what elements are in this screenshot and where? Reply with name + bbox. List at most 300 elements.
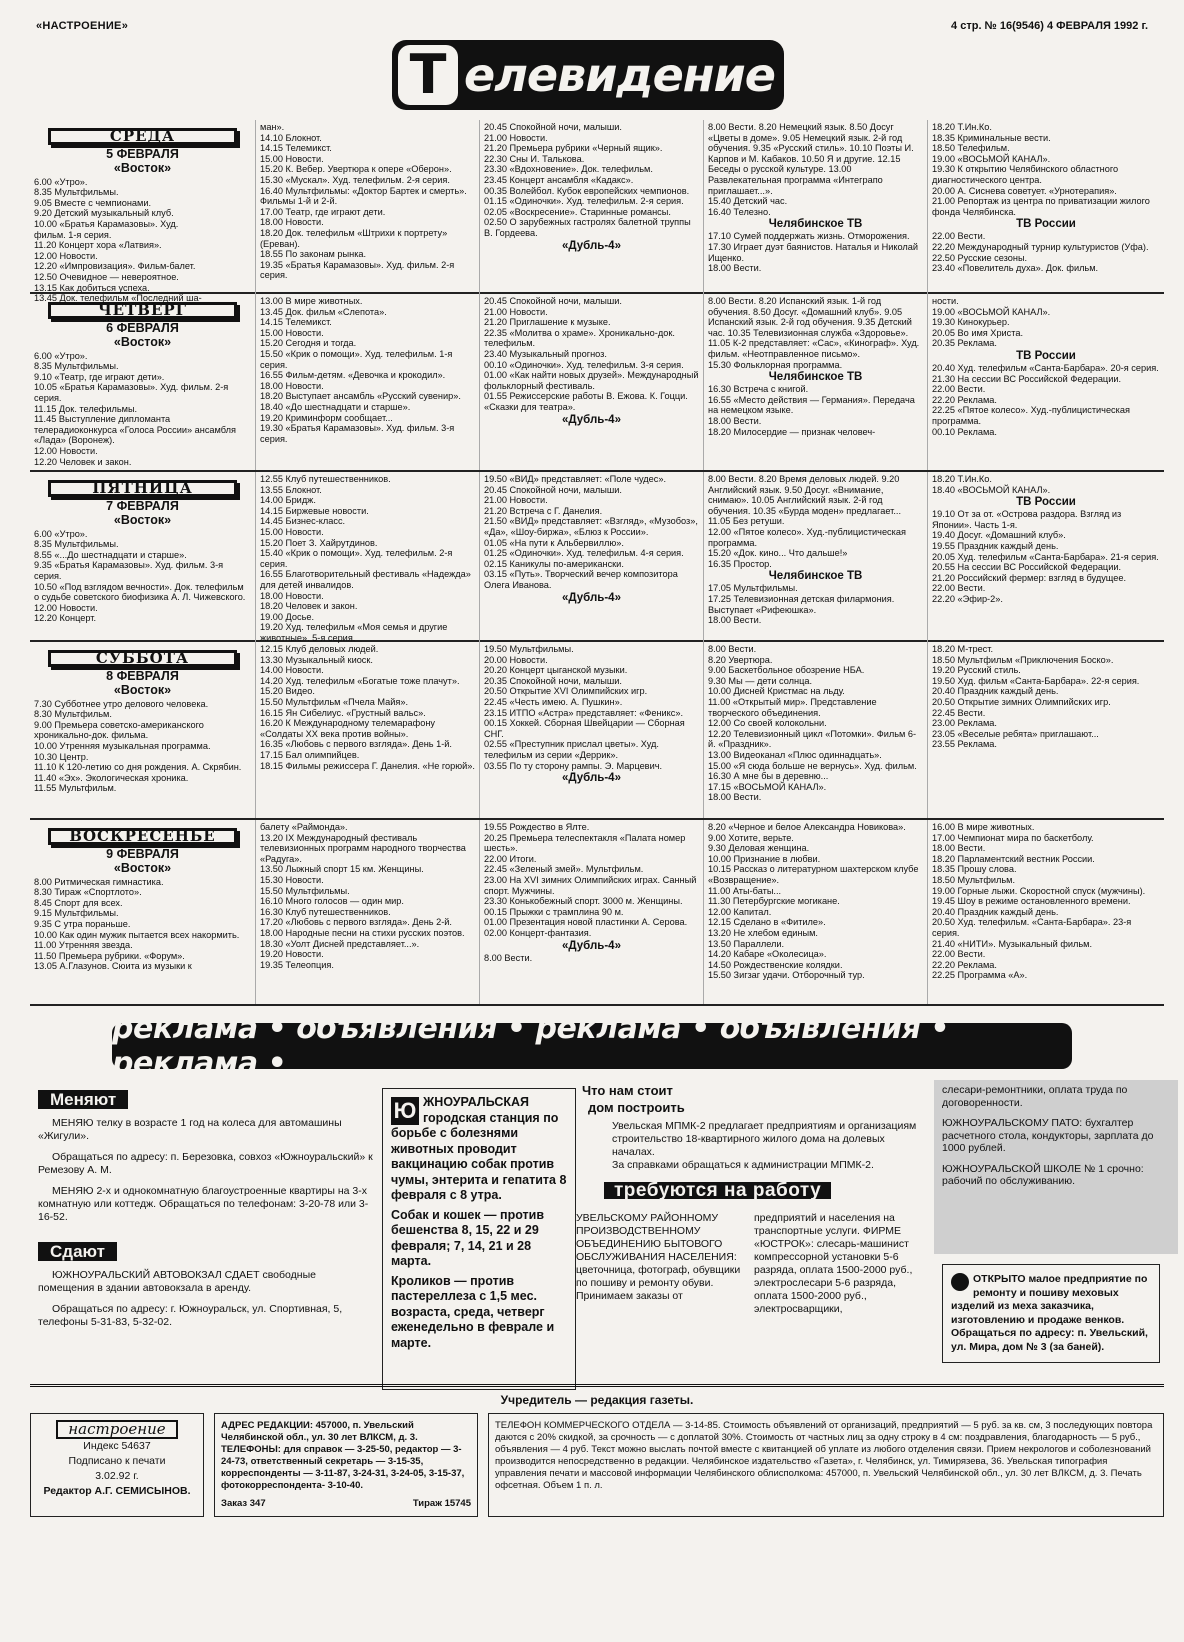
order-number: Заказ 347: [221, 1498, 266, 1509]
program-line: 00.10 Реклама.: [932, 426, 997, 437]
program-line: 21.00 Новости.: [484, 132, 548, 143]
day-date: 6 ФЕВРАЛЯ: [106, 320, 179, 335]
program-line: 12.15 Сделано в «Фитиле».: [708, 917, 826, 928]
program-line: 00.15 Хоккей. Сборная Швейцарии — Сборная СНГ.: [484, 718, 685, 739]
program-line: 13.55 Блокнот.: [260, 484, 322, 495]
program-line: 23.45 Концерт ансамбля «Кадакс».: [484, 174, 634, 185]
program-line: 15.20 К. Вебер. Увертюра к опере «Оберон».: [260, 164, 452, 175]
program-line: 19.45 Шоу в режиме остановленного времени.: [932, 896, 1131, 907]
program-line: 12.00 «Пятое колесо». Худ.-публицистическая программа.: [708, 526, 906, 548]
program-line: 14.15 Телемикст.: [260, 143, 332, 154]
jobs-grey-box: [934, 1080, 1178, 1254]
program-line: 00.35 Волейбол. Кубок европейских чемпионов.: [484, 185, 690, 196]
program-line: 17.10 Сумей поддержать жизнь. Отморожения.: [708, 231, 910, 242]
program-line: 12.20 Телевизионный цикл «Потомки». Фильм 6-й. «Праздник».: [708, 728, 917, 750]
program-line: 8.45 Спорт для всех.: [34, 897, 123, 908]
program-line: 18.20 Парламентский вестник России.: [932, 853, 1095, 864]
schedule-column: [704, 820, 928, 1004]
program-line: 8.30 Мультфильм.: [34, 709, 112, 720]
day-block: [30, 472, 1164, 642]
jobs-col-2: предприятий и населения на транспортные услуги. ФИРМЕ «ЮСТРОК»: слесарь-машинист компрессорной установки 5-6 разряда, оплата 1500-2000 руб., электрослесари 5-6 разряда, оплата 1500-2000 руб., электросварщики,: [754, 1212, 913, 1315]
program-line: 02.00 Концерт-фантазия.: [484, 927, 592, 938]
build-text: Увельская МПМК-2 предлагает предприятиям и организациям строительство 18-квартирного жилого дома на долевых началах.: [612, 1120, 917, 1158]
program-line: 11.00 Утренняя звезда.: [34, 940, 133, 951]
program-line: 15.00 Новости.: [260, 327, 324, 338]
paper-logo: настроение: [56, 1420, 177, 1439]
program-line: 9.30 Деловая женщина.: [708, 843, 810, 854]
program-line: 13.45 Док. фильм «Слепота».: [260, 306, 387, 317]
program-line: 18.35 Криминальные вести.: [932, 132, 1051, 143]
program-line: 18.20 Милосердие — признак человеч-: [708, 426, 876, 437]
day-date: 7 ФЕВРАЛЯ: [106, 498, 179, 513]
program-line: 10.30 Центр.: [34, 751, 89, 762]
founder: Учредитель — редакция газеты.: [500, 1393, 694, 1407]
program-line: 12.00 Капитал.: [708, 906, 772, 917]
program-line: 13.50 Лыжный спорт 15 км. Женщины.: [260, 864, 424, 875]
rent-heading: Сдают: [38, 1242, 117, 1261]
program-line: 16.30 Клуб путешественников.: [260, 906, 391, 917]
program-line: 10.00 «Братья Карамазовы». Худ.: [34, 218, 179, 229]
program-line: 9.00 Баскетбольное обозрение НБА.: [708, 665, 865, 676]
program-line: 19.00 «ВОСЬМОЙ КАНАЛ».: [932, 153, 1051, 164]
program-line: 15.50 Мультфильмы.: [260, 885, 350, 896]
program-line: 19.30 К открытию Челябинского областного диагностического центра.: [932, 164, 1119, 185]
program-line: 20.20 Концерт цыганской музыки.: [484, 665, 628, 676]
schedule-column: [30, 294, 256, 470]
program-line: 18.00 Новости.: [260, 590, 324, 601]
masthead-text: елевидение: [464, 48, 775, 102]
commerce-box: ТЕЛЕФОН КОММЕРЧЕСКОГО ОТДЕЛА — 3-14-85. Стоимость объявлений от организаций, предприятий — 5 руб. за кв. см, 3 последующих повтора даются с 20% скидкой, за срочность — с доплатой 30%. Стоимость от частных лиц за одну строку в 4 см: поздравления, благодарность — 5 руб., объявления — 4 руб. Текст можно выслать почтой вместе с квитанцией об уплате из любого отделения связи. Прием некрологов и соболезнований производится непосредственно в редакции. Челябинское издательство «Газета», г. Челябинск, ул. Тимирязева, 36. Увельская типография управления печати и массовой информации Челябинского облисполкома: 457000, п. Увельский Челябинской обл., ул. 30 лет ВЛКСМ, д. 3. Печать офсетная. Объем 1 п. л.: [488, 1413, 1164, 1517]
schedule-column: [704, 642, 928, 818]
program-line: 9.05 Вместе с чемпионами.: [34, 197, 152, 208]
program-line: 22.45 «Зеленый змей». Мультфильм.: [484, 864, 644, 875]
schedule-column: [704, 472, 928, 646]
program-line: 10.50 «Под взглядом вечности». Док. телефильм о судьбе советского биофизика А. Л. Чижевского.: [34, 581, 246, 603]
program-line: 8.35 Мультфильмы.: [34, 539, 119, 550]
program-line: 16.35 «Любовь с первого взгляда». День 1-й.: [260, 739, 452, 750]
program-line: 18.00 Вести.: [708, 263, 762, 274]
schedule-column: [256, 120, 480, 306]
program-line: 20.40 Праздник каждый день.: [932, 686, 1059, 697]
program-line: 02.50 О зарубежных гастролях балетной труппы В. Гордеева.: [484, 217, 691, 238]
program-line: 9.20 Детский музыкальный клуб.: [34, 208, 174, 219]
vet-ad: [382, 1088, 576, 1390]
program-line: 18.00 Вести.: [708, 792, 762, 803]
grey-text-1: слесари-ремонтники, оплата труда по договоренности.: [942, 1084, 1128, 1109]
paper-name: «НАСТРОЕНИЕ»: [36, 20, 129, 32]
channel-name: «Восток»: [113, 860, 172, 875]
program-line: 9.10 «Театр, где играют дети».: [34, 371, 165, 382]
program-line: 13.30 Музыкальный киоск.: [260, 654, 373, 665]
program-line: 14.00 Бридж.: [260, 495, 316, 506]
day-name: ПЯТНИЦА: [48, 480, 237, 497]
program-line: 19.20 Новости.: [260, 949, 324, 960]
program-line: 14.15 Телемикст.: [260, 317, 332, 328]
day-block: [30, 294, 1164, 472]
fur-workshop-ad: [942, 1264, 1160, 1363]
channel-heading: ТВ России: [1016, 218, 1076, 231]
program-line: 15.40 «Крик о помощи». Худ. телефильм. 2-я серия.: [260, 548, 453, 569]
program-line: 16.55 Благотворительный фестиваль «Надежда» для детей инвалидов.: [260, 569, 471, 590]
build-text-2: За справками обращаться к администрации МПМК-2.: [612, 1159, 874, 1171]
channel-heading: ТВ России: [1016, 349, 1076, 362]
program-line: 10.15 Рассказ о литературном шахтерском клубе «Возвращение».: [708, 864, 919, 885]
schedule-column: [704, 120, 928, 306]
program-line: 16.40 Телезно.: [708, 206, 771, 217]
program-line: 14.15 Биржевые новости.: [260, 505, 369, 516]
schedule-column: [256, 294, 480, 470]
program-line: ности.: [932, 296, 959, 306]
program-line: 15.00 «Я сюда больше не вернусь». Худ. фильм.: [708, 760, 917, 771]
signed-label: Подписано к печати: [68, 1455, 166, 1467]
program-line: 12.00 Новости.: [34, 445, 98, 456]
program-line: 11.55 Мультфильм.: [34, 783, 117, 794]
program-line: 23.40 «Повелитель духа». Док. фильм.: [932, 263, 1099, 274]
program-line: 9.35 «Братья Карамазовы». Худ. фильм. 3-я серия.: [34, 560, 224, 581]
program-line: 01.00 «Как найти новых друзей». Международный фольклорный фестиваль.: [484, 370, 699, 391]
program-line: 11.00 Аты-баты...: [708, 885, 782, 896]
program-line: 6.00 «Утро».: [34, 350, 88, 361]
exchange-rent-ads: [38, 1090, 374, 1329]
program-line: 8.00 Вести.: [484, 952, 533, 963]
program-line: 23.00 Реклама.: [932, 718, 997, 729]
program-line: 9.30 Мы — дети солнца.: [708, 675, 813, 686]
program-line: 00.10 «Одиночки». Худ. телефильм. 3-я серия.: [484, 359, 684, 370]
program-line: 19.30 «Братья Карамазовы». Худ. фильм. 3-я серия.: [260, 423, 455, 444]
program-line: 8.00 Вести.: [708, 644, 757, 654]
program-line: 16.35 Простор.: [708, 558, 772, 569]
program-line: 6.00 «Утро».: [34, 176, 88, 187]
program-line: 13.15 Как добиться успеха.: [34, 282, 150, 293]
program-line: 22.00 Вести.: [932, 231, 986, 242]
program-line: 7.30 Субботнее утро делового человека.: [34, 698, 209, 709]
program-line: 22.20 Международный турнир культуристов (Уфа).: [932, 241, 1149, 252]
program-line: 13.00 В мире животных.: [260, 296, 363, 306]
program-line: 13.45 Док. телефильм «Последний ша-: [34, 293, 202, 304]
program-line: 14.50 Рождественские колядки.: [708, 959, 843, 970]
program-line: 13.05 А.Глазунов. Сюита из музыки к: [34, 961, 192, 972]
program-line: 8.00 Вести. 8.20 Немецкий язык. 8.50 Досуг «Цветы в доме». 9.05 Немецкий язык. 2-й год обучения. 9.35 «Русский стиль». 10.10 Поэты И. Карпов и М. Кабаков. 10.50 Я и другие. 12.15 Беседы о русской культуре. 13.00 Развлекательная программа «Интеграпо приглашает...».: [708, 122, 914, 196]
program-line: 16.10 Много голосов — один мир.: [260, 896, 404, 907]
program-line: 22.20 «Эфир-2».: [932, 593, 1003, 604]
schedule-column: [928, 294, 1164, 470]
program-line: 23.15 ИТПО «Астра» представляет: «Феникс».: [484, 707, 684, 718]
schedule-column: [30, 642, 256, 818]
grey-text-3: ЮЖНОУРАЛЬСКОЙ ШКОЛЕ № 1 срочно: рабочий по обслуживанию.: [942, 1162, 1144, 1187]
program-line: 21.20 Премьера рубрики «Черный ящик».: [484, 143, 663, 154]
ads-banner: реклама • объявления • реклама • объявления • реклама •: [112, 1023, 1072, 1069]
schedule-column: [704, 294, 928, 470]
program-line: 19.10 От за от. «Острова раздора. Взгляд из Японии». Часть 1-я.: [932, 509, 1122, 530]
program-line: 22.50 Русские сезоны.: [932, 252, 1028, 263]
program-line: 15.50 Мультфильм «Пчела Майя».: [260, 696, 408, 707]
program-line: 15.20 «Док. кино... Что дальше!»: [708, 548, 848, 559]
program-line: 10.00 Как один мужик пытается всех накормить.: [34, 929, 240, 940]
schedule-column: [928, 820, 1164, 1004]
editor: Редактор А.Г. СЕМИСЫНОВ.: [43, 1485, 191, 1497]
program-line: 17.00 Чемпионат мира по баскетболу.: [932, 832, 1094, 843]
program-line: 11.45 Выступление дипломанта телерадиоконкурса «Голоса России» ансамбля «Лада» (Воронеж).: [34, 414, 236, 446]
program-line: 21.00 Новости.: [484, 495, 548, 506]
program-line: 8.30 Тираж «Спортлото».: [34, 887, 142, 898]
program-line: 20.45 Спокойной ночи, малыши.: [484, 122, 622, 132]
program-line: 21.40 «НИТИ». Музыкальный фильм.: [932, 938, 1093, 949]
program-line: 22.20 Реклама.: [932, 394, 997, 405]
program-line: 18.35 Прошу слова.: [932, 864, 1017, 875]
program-line: 10.05 «Братья Карамазовы». Худ. фильм. 2-я серия.: [34, 382, 229, 403]
program-line: 15.30 «Мускал». Худ. телефильм. 2-я серия.: [260, 174, 450, 185]
program-line: 19.00 «ВОСЬМОЙ КАНАЛ».: [932, 306, 1051, 317]
schedule-column: [928, 642, 1164, 818]
program-line: 10.00 Признание в любви.: [708, 853, 821, 864]
program-line: 9.00 Премьера советско-американского хроникально-док. фильма.: [34, 719, 204, 741]
program-line: 18.20 Док. телефильм «Штрихи к портрету» (Ереван).: [260, 227, 448, 249]
program-line: 21.20 Встреча с Г. Данелия.: [484, 505, 603, 516]
program-line: 17.15 «ВОСЬМОЙ КАНАЛ».: [708, 781, 827, 792]
vet-text-2: Собак и кошек — против бешенства 8, 15, 22 и 29 февраля; 7, 14, 21 и 28 марта.: [391, 1207, 545, 1268]
program-line: 18.40 «ВОСЬМОЙ КАНАЛ».: [932, 484, 1051, 495]
tv-masthead: [392, 40, 784, 110]
program-line: 14.20 Кабаре «Околесица».: [708, 949, 827, 960]
program-line: 19.35 Телеопция.: [260, 959, 334, 970]
program-line: 22.00 Вести.: [932, 949, 986, 960]
schedule-column: [928, 120, 1164, 306]
program-line: 21.50 «ВИД» представляет: «Взгляд», «Музобоз», «Да», «Шоу-биржа», «Блюз к России».: [484, 516, 698, 537]
program-line: 03.15 «Путь». Творческий вечер композитора Олега Иванова.: [484, 569, 678, 590]
program-line: 15.30 Фольклорная программа.: [708, 359, 843, 370]
program-line: 8.00 Вести. 8.20 Испанский язык. 1-й год обучения. 8.50 Досуг. «Домашний клуб». 9.05 Испанский язык. 2-й год обучения. 9.35 Детский час. 10.35 Телевизионная служба «Здоровье».: [708, 296, 912, 338]
program-line: 18.30 «Уолт Дисней представляет...».: [260, 938, 420, 949]
program-line: 18.20 Человек и закон.: [260, 601, 358, 612]
program-line: 15.30 Новости.: [260, 874, 324, 885]
program-line: 8.55 «...До шестнадцати и старше».: [34, 549, 187, 560]
vet-initial: Ю: [391, 1097, 419, 1125]
program-line: 10.00 Утренняя музыкальная программа.: [34, 740, 211, 751]
program-line: 23.40 Музыкальный прогноз.: [484, 348, 607, 359]
program-line: 18.20 Т.Ин.Ко.: [932, 474, 992, 484]
build-title-2: дом построить: [588, 1100, 685, 1115]
program-line: 20.05 Худ. телефильм «Санта-Барбара». 21-я серия.: [932, 551, 1159, 562]
change-heading: Меняют: [38, 1090, 128, 1109]
program-line: 21.20 Приглашение к музыке.: [484, 317, 611, 328]
schedule-column: [256, 642, 480, 818]
program-line: 12.00 Со своей колокольни.: [708, 718, 827, 729]
program-line: 12.20 Человек и закон.: [34, 456, 132, 467]
program-line: 17.20 «Любовь с первого взгляда». День 2-й.: [260, 917, 452, 928]
program-line: 15.20 Видео.: [260, 686, 315, 697]
schedule-column: [480, 120, 704, 306]
program-line: 18.20 Т.Ин.Ко.: [932, 122, 992, 132]
program-line: 12.15 Клуб деловых людей.: [260, 644, 379, 654]
program-line: 9.35 С утра пораньше.: [34, 918, 131, 929]
program-line: 11.20 Концерт хора «Латвия».: [34, 240, 162, 251]
program-line: 15.50 «Крик о помощи». Худ. телефильм. 1-я серия.: [260, 348, 453, 370]
program-line: 01.25 «Одиночки». Худ. телефильм. 4-я серия.: [484, 548, 684, 559]
channel-name: «Восток»: [113, 682, 172, 697]
ads-section: [30, 1080, 1164, 1380]
schedule-column: [480, 472, 704, 646]
vet-text-3: Кроликов — против пастереллеза с 1,5 мес. возраста, среда, четверг еженедельно в феврале и марте.: [391, 1273, 555, 1350]
program-line: 16.30 Встреча с книгой.: [708, 384, 809, 395]
program-line: 6.00 «Утро».: [34, 528, 88, 539]
program-line: 22.25 Программа «А».: [932, 970, 1028, 981]
program-line: ман».: [260, 122, 285, 132]
program-line: 22.25 «Пятое колесо». Худ.-публицистическая программа.: [932, 405, 1130, 426]
channel-heading: Челябинское ТВ: [768, 218, 863, 231]
program-line: 18.00 Народные песни на стихи русских поэтов.: [260, 927, 465, 938]
change-ad-2: МЕНЯЮ 2-х и однокомнатную благоустроенные квартиры на 3-х комнатную или коттедж. Обращаться по телефонам: 3-20-78 или 3-16-52.: [38, 1185, 369, 1223]
program-line: 20.35 Спокойной ночи, малыши.: [484, 675, 622, 686]
program-line: 14.10 Блокнот.: [260, 132, 322, 143]
day-name: СУББОТА: [48, 650, 237, 667]
schedule-column: [480, 294, 704, 470]
rent-ad: ЮЖНОУРАЛЬСКИЙ АВТОВОКЗАЛ СДАЕТ свободные помещения в здании автовокзала в аренду.: [38, 1269, 316, 1294]
program-line: 17.15 Бал олимпийцев.: [260, 749, 360, 760]
program-line: 22.00 Итоги.: [484, 853, 537, 864]
day-name: ВОСКРЕСЕНЬЕ: [48, 828, 237, 845]
program-line: 01.05 «На пути к Альбервиллю».: [484, 537, 624, 548]
program-line: 22.30 Сны И. Талькова.: [484, 153, 585, 164]
grey-text-2: ЮЖНОУРАЛЬСКОМУ ПАТО: бухгалтер расчетного стола, кондукторы, зарплата до 1000 рублей.: [942, 1117, 1154, 1154]
program-line: 19.50 Худ. фильм «Санта-Барбара». 22-я серия.: [932, 675, 1140, 686]
channel-heading: «Дубль-4»: [562, 939, 621, 952]
program-line: 10.00 Дисней Кристмас на льду.: [708, 686, 845, 697]
jobs-heading: требуются на работу: [604, 1182, 831, 1199]
program-line: 19.40 Досуг. «Домашний клуб».: [932, 530, 1066, 541]
program-line: 20.50 Открытие зимних Олимпийских игр.: [932, 696, 1111, 707]
signed-date: 3.02.92 г.: [95, 1470, 139, 1482]
program-line: 13.00 Видеоканал «Плюс одиннадцать».: [708, 749, 882, 760]
program-line: 11.30 Петербургские могикане.: [708, 896, 840, 907]
program-line: 22.45 Вести.: [932, 707, 986, 718]
program-line: 20.50 Открытие XVI Олимпийских игр.: [484, 686, 648, 697]
program-line: 17.05 Мультфильмы.: [708, 583, 798, 594]
issue-info: 4 стр. № 16(9546) 4 ФЕВРАЛЯ 1992 г.: [951, 20, 1148, 32]
program-line: 01.00 Презентация новой пластинки А. Серова.: [484, 917, 688, 928]
program-line: 23.05 «Веселые ребята» приглашают...: [932, 728, 1099, 739]
program-line: 22.00 Вести.: [932, 384, 986, 395]
program-line: 8.20 «Черное и белое Александра Новикова».: [708, 822, 906, 832]
program-line: 20.00 А. Сиснева советует. «Урнотерапия».: [932, 185, 1117, 196]
program-line: 18.20 М-трест.: [932, 644, 994, 654]
program-line: 20.05 Во имя Христа.: [932, 327, 1024, 338]
program-line: 20.45 Спокойной ночи, малыши.: [484, 296, 622, 306]
bullet-icon: [951, 1273, 969, 1291]
program-line: 18.40 «До шестнадцати и старше».: [260, 401, 411, 412]
channel-name: «Восток»: [113, 512, 172, 527]
tv-schedule: [30, 120, 1164, 1006]
channel-heading: ТВ России: [1016, 496, 1076, 509]
channel-heading: Челябинское ТВ: [768, 570, 863, 583]
program-line: 19.35 «Братья Карамазовы». Худ. фильм. 2-я серия.: [260, 259, 455, 281]
program-line: 23.00 На XVI зимних Олимпийских играх. Санный спорт. Мужчины.: [484, 874, 697, 896]
program-line: 16.00 В мире животных.: [932, 822, 1035, 832]
program-line: 17.00 Театр, где играют дети.: [260, 206, 386, 217]
program-line: 18.00 Новости.: [260, 380, 324, 391]
program-line: 18.15 Фильмы режиссера Г. Данелия. «Не горюй».: [260, 760, 475, 771]
imprint: [30, 1384, 1164, 1517]
schedule-column: [30, 472, 256, 646]
day-date: 8 ФЕВРАЛЯ: [106, 668, 179, 683]
program-line: 19.00 Досье.: [260, 611, 315, 622]
program-line: 15.00 Новости.: [260, 526, 324, 537]
jobs-col-1: УВЕЛЬСКОМУ РАЙОННОМУ ПРОИЗВОДСТВЕННОМУ ОБЪЕДИНЕНИЮ БЫТОВОГО ОБСЛУЖИВАНИЯ НАСЕЛЕНИЯ: цветочница, фотограф, обувщики по пошиву и ремонту обуви. Принимаем заказы от: [576, 1212, 741, 1302]
program-line: 16.20 К Международному телемарафону «Солдаты XX века против войны».: [260, 718, 435, 739]
day-date: 5 ФЕВРАЛЯ: [106, 146, 179, 161]
program-line: 15.50 Зигзаг удачи. Отборочный тур.: [708, 970, 865, 981]
program-line: 13.20 Не хлебом единым.: [708, 927, 818, 938]
day-name: СРЕДА: [48, 128, 237, 145]
build-jobs-ads: [576, 1084, 926, 1316]
program-line: 14.45 Бизнес-класс.: [260, 516, 346, 527]
channel-heading: «Дубль-4»: [562, 239, 621, 252]
program-line: 18.00 Вести.: [708, 615, 762, 626]
program-line: 15.40 Детский час.: [708, 196, 788, 207]
program-line: 22.45 «Честь имею. А. Пушкин».: [484, 696, 623, 707]
program-line: 11.15 Док. телефильмы.: [34, 403, 138, 414]
schedule-column: [928, 472, 1164, 646]
day-block: [30, 820, 1164, 1006]
program-line: 01.15 «Одиночки». Худ. телефильм. 2-я серия.: [484, 196, 684, 207]
program-line: 19.50 Мультфильмы.: [484, 644, 574, 654]
channel-heading: Челябинское ТВ: [768, 371, 863, 384]
address-box: [214, 1413, 478, 1517]
program-line: 23.55 Реклама.: [932, 739, 997, 750]
program-line: 12.20 «Импровизация». Фильм-балет.: [34, 261, 196, 272]
channel-heading: «Дубль-4»: [562, 413, 621, 426]
program-line: 8.35 Мультфильмы.: [34, 187, 119, 198]
editorial-address: АДРЕС РЕДАКЦИИ: 457000, п. Увельский Челябинской обл., ул. 30 лет ВЛКСМ, д. 3. ТЕЛЕФОНЫ: для справок — 3-25-50, редактор — 3-24-73, ответственный секретарь — 3-15-35, корреспонденты — 3-11-87, 3-24-31, 3-24-05, 3-15-37, фотокорреспондента- 3-10-40.: [221, 1420, 465, 1491]
masthead-letter: Т: [398, 45, 458, 105]
program-line: 11.05 К-2 представляет: «Сас», «Кинограф». Худ. фильм. «Неотправленное письмо».: [708, 338, 920, 359]
program-line: 23.30 Конькобежный спорт. 3000 м. Женщины.: [484, 896, 683, 907]
program-line: 18.50 Мультфильм «Приключения Боско».: [932, 654, 1114, 665]
program-line: 18.55 По законам рынка.: [260, 249, 367, 260]
schedule-column: [256, 472, 480, 646]
program-line: 11.00 «Открытый мир». Представление творческого объединения.: [708, 696, 877, 718]
program-line: 18.20 Выступает ансамбль «Русский сувенир».: [260, 391, 461, 402]
program-line: 21.00 Новости.: [484, 306, 548, 317]
program-line: 22.20 Реклама.: [932, 959, 997, 970]
program-line: 03.55 По ту сторону рампы. Э. Марцевич.: [484, 760, 663, 771]
program-line: 15.00 Новости.: [260, 153, 324, 164]
program-line: 11.10 К 120-летию со дня рождения. А. Скрябин.: [34, 762, 242, 773]
program-line: 02.15 Каникулы по-американски.: [484, 558, 624, 569]
schedule-column: [256, 820, 480, 1004]
program-line: 19.00 Горные лыжи. Скоростной спуск (мужчины).: [932, 885, 1146, 896]
program-line: 8.00 Вести. 8.20 Время деловых людей. 9.20 Английский язык. 9.50 Досуг. «Внимание, снимаю». 10.05 Английский язык. 2-й год обучения. 10.35 «Бурда моден» предлагает...: [708, 474, 902, 516]
program-line: 20.45 Спокойной ночи, малыши.: [484, 484, 622, 495]
program-line: 18.50 Телефильм.: [932, 143, 1010, 154]
imprint-box: [30, 1413, 204, 1517]
program-line: 19.55 Рождество в Ялте.: [484, 822, 590, 832]
program-line: 16.15 Ян Сибелиус. «Грустный вальс».: [260, 707, 426, 718]
program-line: 8.20 Увертюра.: [708, 654, 773, 665]
program-line: 20.40 Праздник каждый день.: [932, 906, 1059, 917]
program-line: 20.40 Худ. телефильм «Санта-Барбара». 20-я серия.: [932, 362, 1159, 373]
program-line: 19.20 Худ. телефильм «Моя семья и другие животные». 5-я серия.: [260, 622, 448, 643]
program-line: 01.55 Режиссерские работы В. Ежова. К. Гоцци. «Сказки для театра».: [484, 391, 688, 412]
program-line: 22.00 Вести.: [932, 583, 986, 594]
program-line: 11.40 «Эх». Экологическая хроника.: [34, 772, 189, 783]
build-title-1: Что нам стоит: [582, 1083, 673, 1098]
program-line: 17.30 Играет дуэт баянистов. Наталья и Николай Ищенко.: [708, 241, 919, 263]
program-line: 16.40 Мультфильмы: «Доктор Бартек и смерть». Фильмы 1-й и 2-й.: [260, 185, 467, 207]
program-line: 15.20 Сегодня и тогда.: [260, 338, 357, 349]
program-line: 02.55 «Преступник прислал цветы». Худ. телефильм из серии «Деррик».: [484, 739, 659, 760]
program-line: 19.50 «ВИД» представляет: «Поле чудес».: [484, 474, 666, 484]
schedule-column: [480, 820, 704, 1004]
